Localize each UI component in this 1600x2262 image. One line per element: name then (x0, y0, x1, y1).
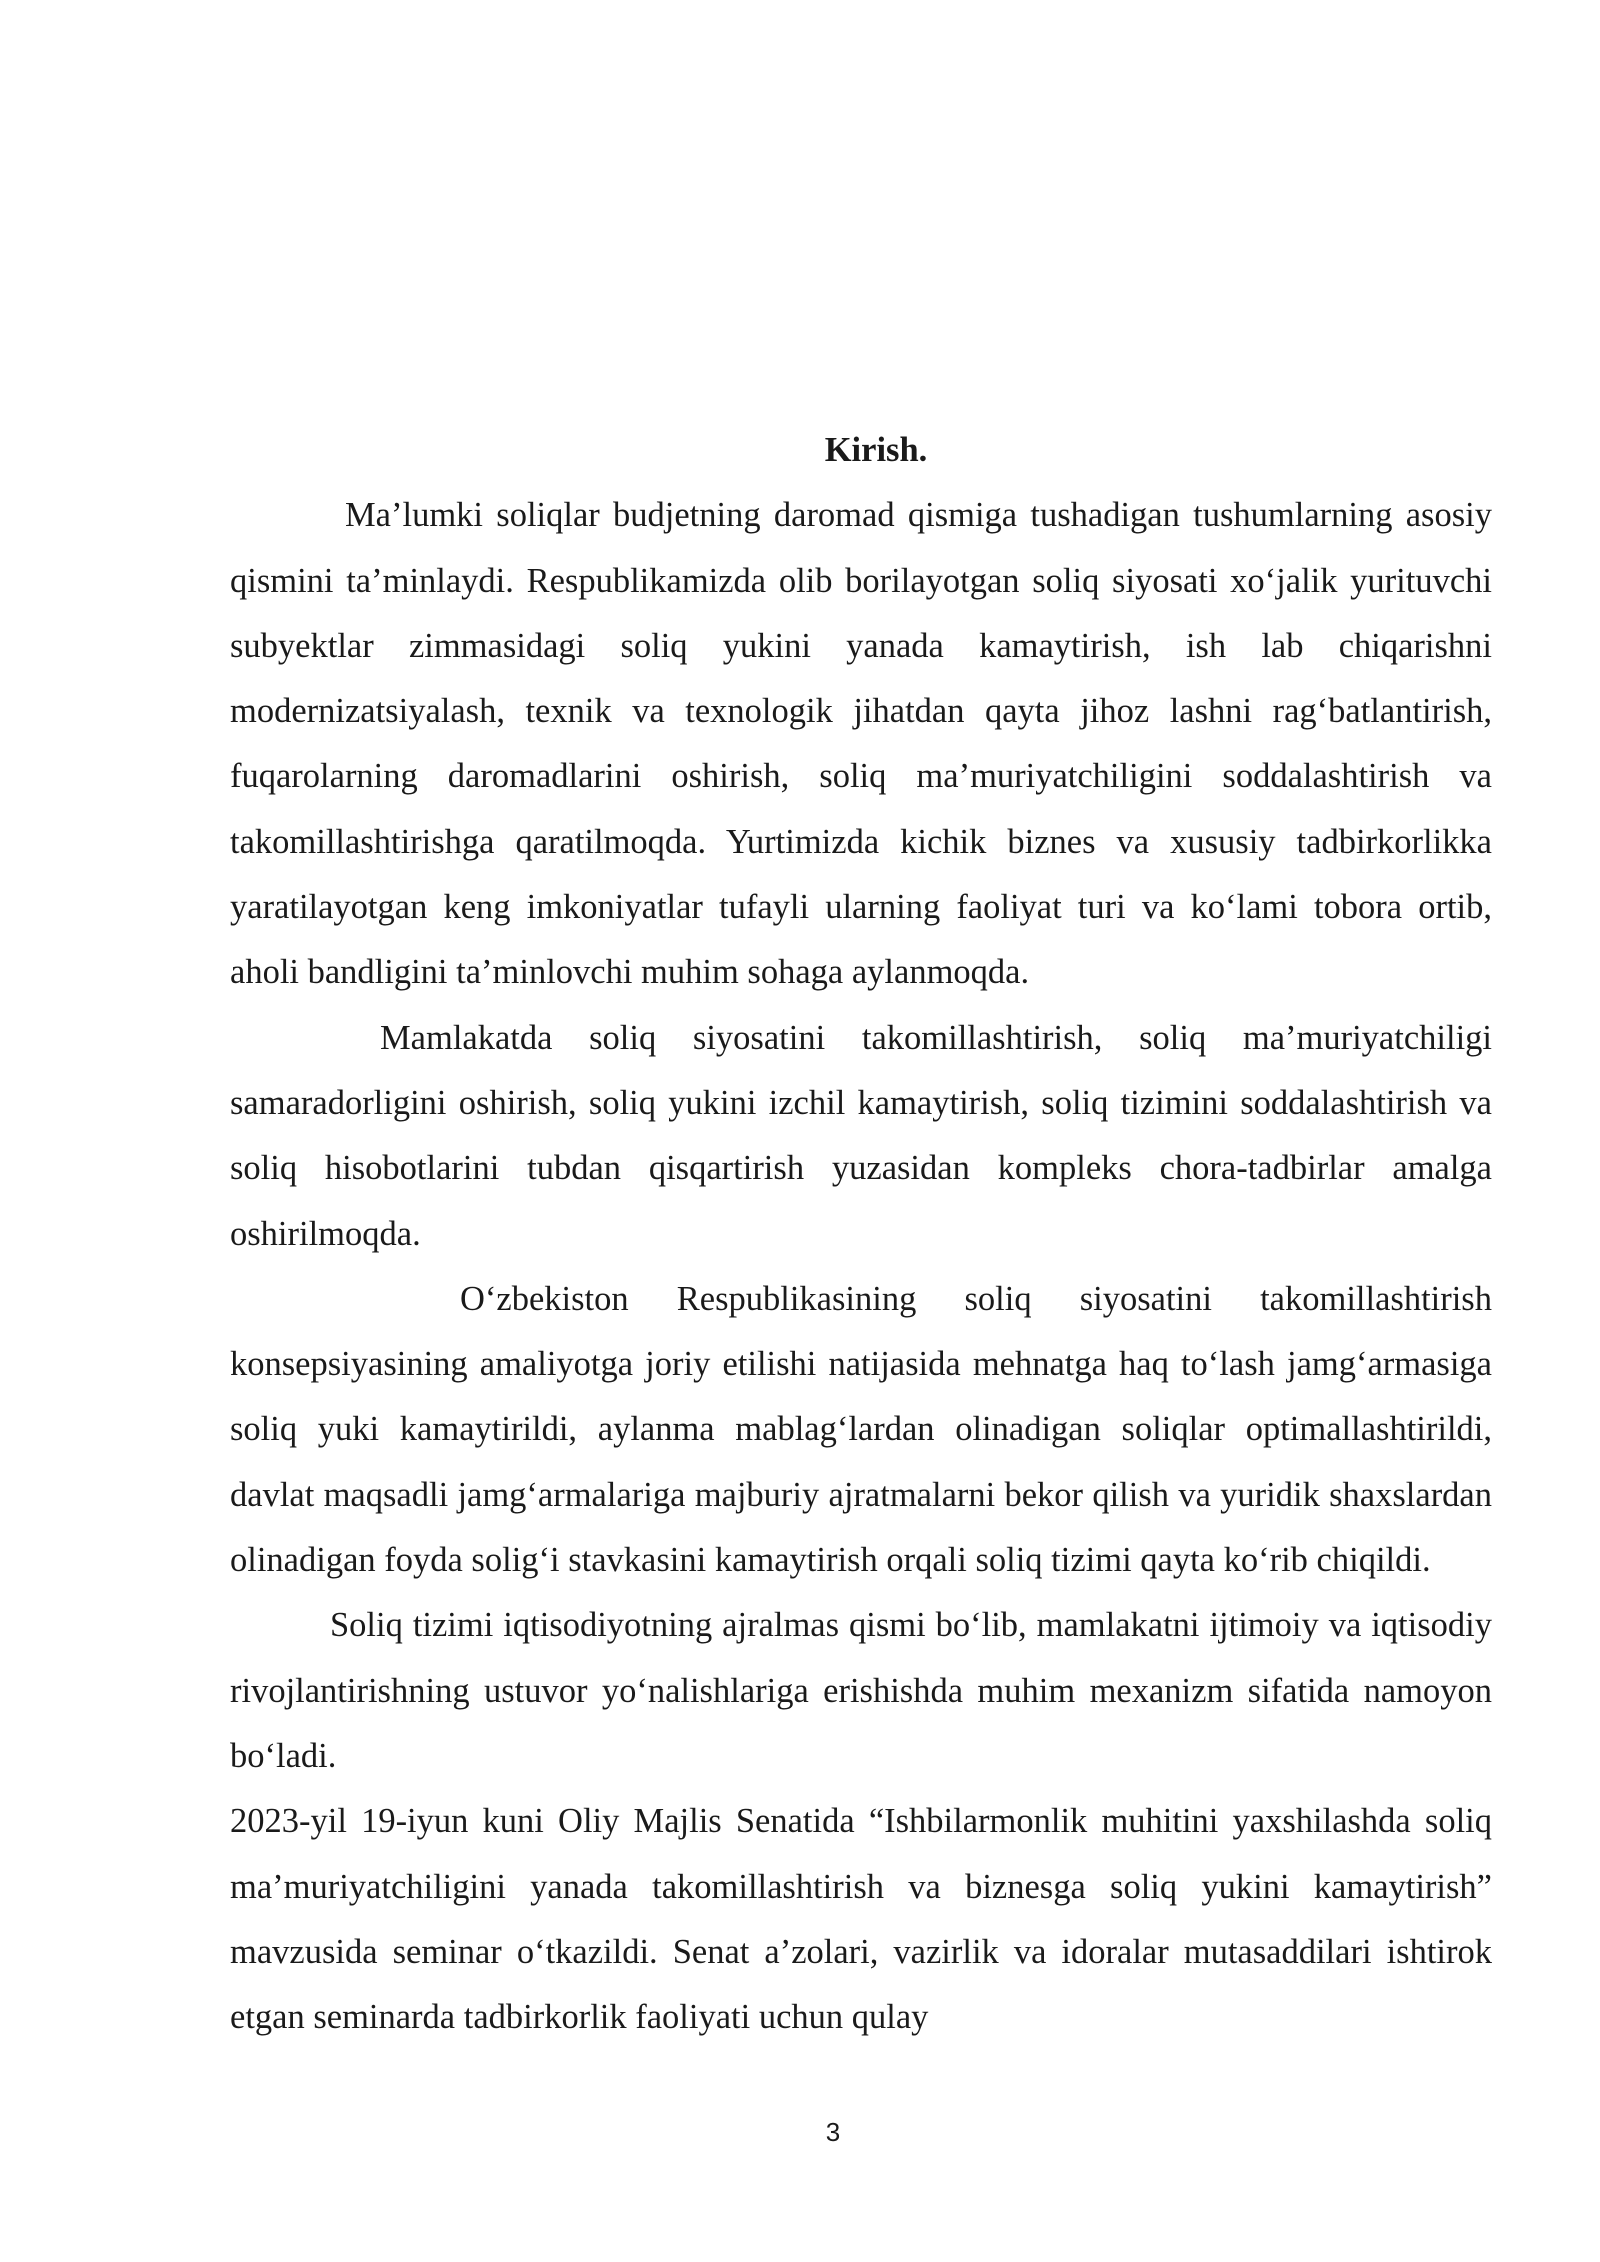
section-title: Kirish. (824, 431, 928, 469)
page-number: 3 (825, 2117, 841, 2147)
paragraph-seminar: 2023-yil 19-iyun kuni Oliy Majlis Senatida “Ishbilarmonlik muhitini yaxshilashda soliq ma’muriyatchiligini yanada takomillashtirish va biznesga soliq yukini kamaytirish” mavzusida seminar o‘tkazildi. Senat a’zolari, vazirlik va idoralar mutasaddilari ishtirok etgan seminarda tadbirkorlik faoliyati uchun qulay (230, 1802, 1492, 2037)
document-body (230, 418, 1492, 2050)
paragraph-intro: Ma’lumki soliqlar budjetning daromad qismiga tushadigan tushumlarning asosiy qismini ta’minlaydi. Respublikamizda olib borilayotgan soliq siyosati xo‘jalik yurituvchi subyektlar zimmasidagi soliq yukini yanada kamaytirish, ish lab chiqarishni modernizatsiyalash, texnik va texnologik jihatdan qayta jihoz lashni rag‘batlantirish, fuqarolarning daromadlarini oshirish, soliq ma’muriyatchiligini soddalashtirish va takomillashtirishga qaratilmoqda. Yurtimizda kichik biznes va xususiy tadbirkorlikka yaratilayotgan keng imkoniyatlar tufayli ularning faoliyat turi va ko‘lami tobora ortib, aholi bandligini ta’minlovchi muhim sohaga aylanmoqda. (230, 496, 1492, 992)
paragraph-tax-policy: Mamlakatda soliq siyosatini takomillashtirish, soliq ma’muriyatchiligi samaradorligini oshirish, soliq yukini izchil kamaytirish, soliq tizimini soddalashtirish va soliq hisobotlarini tubdan qisqartirish yuzasidan kompleks chora-tadbirlar amalga oshirilmoqda. (230, 1018, 1492, 1253)
paragraph-tax-system: Soliq tizimi iqtisodiyotning ajralmas qismi bo‘lib, mamlakatni ijtimoiy va iqtisodiy rivojlantirishning ustuvor yo‘nalishlariga erishishda muhim mexanizm sifatida namoyon bo‘ladi. (230, 1606, 1492, 1775)
paragraph-concept: O‘zbekiston Respublikasining soliq siyosatini takomillashtirish konsepsiyasining amaliyotga joriy etilishi natijasida mehnatga haq to‘lash jamg‘armasiga soliq yuki kamaytirildi, aylanma mablag‘lardan olinadigan soliqlar optimallashtirildi, davlat maqsadli jamg‘armalariga majburiy ajratmalarni bekor qilish va yuridik shaxslardan olinadigan foyda solig‘i stavkasini kamaytirish orqali soliq tizimi qayta ko‘rib chiqildi. (230, 1279, 1492, 1580)
